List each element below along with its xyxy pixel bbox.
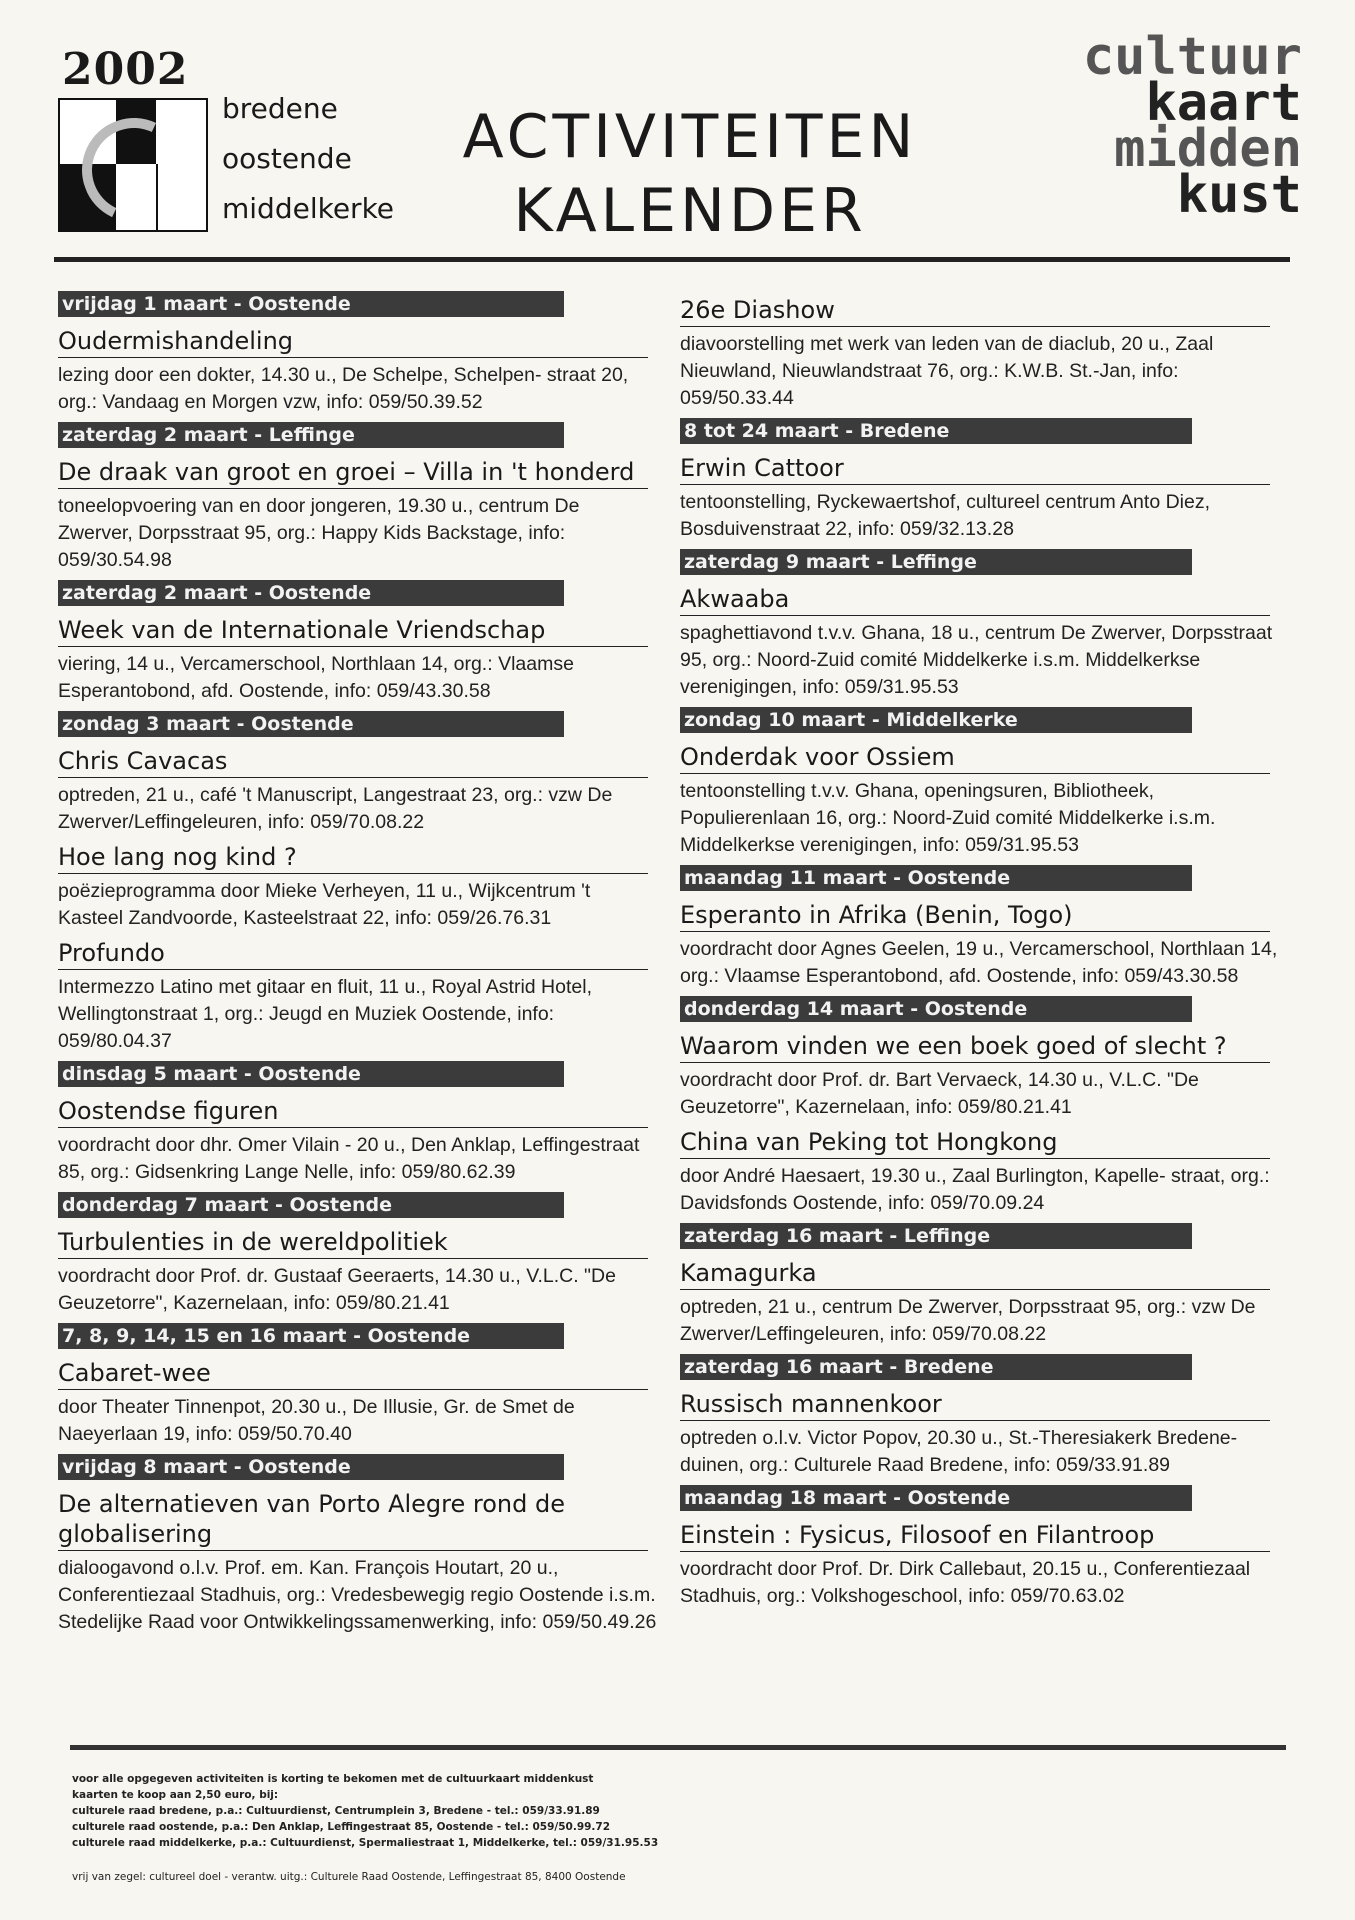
- event-description: voordracht door Prof. dr. Gustaaf Geeraerts, 14.30 u., V.L.C. "De Geuzetorre", Kazernelaan, info: 059/80.21.41: [58, 1265, 616, 1314]
- event-description: viering, 14 u., Vercamerschool, Northlaan 14, org.: Vlaamse Esperantobond, afd. Oostende, info: 059/43.30.58: [58, 653, 574, 702]
- footer-line: culturele raad oostende, p.a.: Den Anklap, Leffingestraat 85, Oostende - tel.: 059/50.99.72: [72, 1821, 611, 1833]
- event-entry: [680, 865, 1280, 990]
- event-entry: [58, 1192, 658, 1317]
- brand-word: cultuur: [1082, 27, 1302, 87]
- event-date-bar: vrijdag 1 maart - Oostende: [58, 291, 564, 317]
- event-title: Esperanto in Afrika (Benin, Togo): [680, 900, 1270, 932]
- event-entry: [680, 1127, 1280, 1217]
- event-title: Chris Cavacas: [58, 746, 648, 778]
- event-description: dialoogavond o.l.v. Prof. em. Kan. François Houtart, 20 u., Conferentiezaal Stadhuis, org.: Vredesbewegig regio Oostende i.s.m. Stedelijke Raad voor Ontwikkelingssamenwerking, info: 059/50.49.26: [58, 1557, 657, 1633]
- event-description: optreden, 21 u., centrum De Zwerver, Dorpsstraat 95, org.: vzw De Zwerver/Leffingeleuren, info: 059/70.08.22: [680, 1296, 1256, 1345]
- event-date-bar: maandag 18 maart - Oostende: [680, 1485, 1192, 1511]
- left-column: [58, 291, 658, 1642]
- event-description: voordracht door Prof. Dr. Dirk Callebaut, 20.15 u., Conferentiezaal Stadhuis, org.: Volkshogeschool, info: 059/70.63.02: [680, 1558, 1251, 1607]
- event-entry: [680, 1485, 1280, 1610]
- event-date-bar: 7, 8, 9, 14, 15 en 16 maart - Oostende: [58, 1323, 564, 1349]
- event-entry: [58, 580, 658, 705]
- footer-line: kaarten te koop aan 2,50 euro, bij:: [72, 1789, 279, 1801]
- event-title: Week van de Internationale Vriendschap: [58, 615, 648, 647]
- event-date-bar: donderdag 14 maart - Oostende: [680, 996, 1192, 1022]
- event-title: De draak van groot en groei – Villa in 't honderd: [58, 457, 648, 489]
- event-entry: [58, 842, 658, 932]
- page-title: [410, 100, 970, 248]
- event-date-bar: zaterdag 2 maart - Leffinge: [58, 422, 564, 448]
- event-description: Intermezzo Latino met gitaar en fluit, 11 u., Royal Astrid Hotel, Wellingtonstraat 1, org.: Jeugd en Muziek Oostende, info: 059/80.04.37: [58, 976, 592, 1052]
- event-entry: [680, 295, 1280, 412]
- event-date-bar: zaterdag 16 maart - Bredene: [680, 1354, 1192, 1380]
- footer-line: voor alle opgegeven activiteiten is korting te bekomen met de cultuurkaart middenkust: [72, 1773, 594, 1785]
- event-entry: [58, 711, 658, 836]
- event-entry: [680, 1354, 1280, 1479]
- footer-notes: [72, 1771, 658, 1851]
- brand-word: kust: [1176, 165, 1302, 225]
- event-title: Einstein : Fysicus, Filosoof en Filantroop: [680, 1520, 1270, 1552]
- event-description: spaghettiavond t.v.v. Ghana, 18 u., centrum De Zwerver, Dorpsstraat 95, org.: Noord-Zuid comité Middelkerke i.s.m. Middelkerkse verenigingen, info: 059/31.95.53: [680, 622, 1273, 698]
- event-title: Akwaaba: [680, 584, 1270, 616]
- event-title: De alternatieven van Porto Alegre rond de globalisering: [58, 1489, 648, 1551]
- colophon: vrij van zegel: cultureel doel - verantw. uitg.: Culturele Raad Oostende, Leffingestraat 85, 8400 Oostende: [72, 1871, 626, 1883]
- event-date-bar: zaterdag 16 maart - Leffinge: [680, 1223, 1192, 1249]
- year-label: 2002: [62, 44, 189, 95]
- event-description: door André Haesaert, 19.30 u., Zaal Burlington, Kapelle- straat, org.: Davidsfonds Oostende, info: 059/70.09.24: [680, 1165, 1270, 1214]
- event-date-bar: zaterdag 9 maart - Leffinge: [680, 549, 1192, 575]
- footer-line: culturele raad middelkerke, p.a.: Cultuurdienst, Spermaliestraat 1, Middelkerke, tel.: 059/31.95.53: [72, 1837, 659, 1849]
- brand-word: kaart: [1145, 73, 1302, 133]
- event-description: diavoorstelling met werk van leden van de diaclub, 20 u., Zaal Nieuwland, Nieuwlandstraat 76, org.: K.W.B. St.-Jan, info: 059/50.33.44: [680, 333, 1214, 409]
- event-date-bar: donderdag 7 maart - Oostende: [58, 1192, 564, 1218]
- event-description: door Theater Tinnenpot, 20.30 u., De Illusie, Gr. de Smet de Naeyerlaan 19, info: 059/50.70.40: [58, 1396, 575, 1445]
- event-title: Oudermishandeling: [58, 326, 648, 358]
- event-date-bar: zondag 10 maart - Middelkerke: [680, 707, 1192, 733]
- right-column: [680, 291, 1280, 1616]
- event-description: optreden o.l.v. Victor Popov, 20.30 u., St.-Theresiakerk Bredene-duinen, org.: Culturele Raad Bredene, info: 059/33.91.89: [680, 1427, 1238, 1476]
- title-line-1: ACTIVITEITEN: [462, 102, 918, 172]
- towns-list: [222, 84, 394, 234]
- event-description: tentoonstelling, Ryckewaertshof, cultureel centrum Anto Diez, Bosduivenstraat 22, info: 059/32.13.28: [680, 491, 1211, 540]
- event-entry: [680, 549, 1280, 701]
- footer-line: culturele raad bredene, p.a.: Cultuurdienst, Centrumplein 3, Bredene - tel.: 059/33.91.89: [72, 1805, 600, 1817]
- event-date-bar: zondag 3 maart - Oostende: [58, 711, 564, 737]
- event-title: Turbulenties in de wereldpolitiek: [58, 1227, 648, 1259]
- event-title: 26e Diashow: [680, 295, 1270, 327]
- event-entry: [58, 1061, 658, 1186]
- cultuurkaart-logo: [1036, 27, 1302, 225]
- event-title: Oostendse figuren: [58, 1096, 648, 1128]
- event-date-bar: zaterdag 2 maart - Oostende: [58, 580, 564, 606]
- event-entry: [58, 291, 658, 416]
- event-entry: [680, 707, 1280, 859]
- event-title: Cabaret-wee: [58, 1358, 648, 1390]
- event-description: tentoonstelling t.v.v. Ghana, openingsuren, Bibliotheek, Populierenlaan 16, org.: Noord-Zuid comité Middelkerke i.s.m. Middelkerkse verenigingen, info: 059/31.95.53: [680, 780, 1216, 856]
- event-description: voordracht door Agnes Geelen, 19 u., Vercamerschool, Northlaan 14, org.: Vlaamse Esperantobond, afd. Oostende, info: 059/43.30.58: [680, 938, 1278, 987]
- town-name: bredene: [222, 92, 338, 125]
- event-title: Erwin Cattoor: [680, 453, 1270, 485]
- event-date-bar: dinsdag 5 maart - Oostende: [58, 1061, 564, 1087]
- event-description: voordracht door Prof. dr. Bart Vervaeck, 14.30 u., V.L.C. "De Geuzetorre", Kazernelaan, info: 059/80.21.41: [680, 1069, 1199, 1118]
- event-entry: [58, 1323, 658, 1448]
- event-date-bar: maandag 11 maart - Oostende: [680, 865, 1192, 891]
- event-entry: [680, 996, 1280, 1121]
- event-date-bar: vrijdag 8 maart - Oostende: [58, 1454, 564, 1480]
- town-name: oostende: [222, 142, 352, 175]
- event-entry: [680, 1223, 1280, 1348]
- event-entry: [680, 418, 1280, 543]
- logo-icon: [58, 98, 208, 232]
- title-line-2: KALENDER: [513, 176, 867, 246]
- event-description: poëzieprogramma door Mieke Verheyen, 11 u., Wijkcentrum 't Kasteel Zandvoorde, Kasteelstraat 22, info: 059/26.76.31: [58, 880, 591, 929]
- event-title: Waarom vinden we een boek goed of slecht ?: [680, 1031, 1270, 1063]
- event-title: Kamagurka: [680, 1258, 1270, 1290]
- town-name: middelkerke: [222, 192, 395, 225]
- event-title: China van Peking tot Hongkong: [680, 1127, 1270, 1159]
- event-title: Profundo: [58, 938, 648, 970]
- event-entry: [58, 938, 658, 1055]
- event-title: Onderdak voor Ossiem: [680, 742, 1270, 774]
- footer-divider: [70, 1745, 1286, 1750]
- event-description: optreden, 21 u., café 't Manuscript, Langestraat 23, org.: vzw De Zwerver/Leffingeleuren, info: 059/70.08.22: [58, 784, 613, 833]
- event-description: toneelopvoering van en door jongeren, 19.30 u., centrum De Zwerver, Dorpsstraat 95, org.: Happy Kids Backstage, info: 059/30.54.98: [58, 495, 580, 571]
- event-title: Russisch mannenkoor: [680, 1389, 1270, 1421]
- event-description: voordracht door dhr. Omer Vilain - 20 u., Den Anklap, Leffingestraat 85, org.: Gidsenkring Lange Nelle, info: 059/80.62.39: [58, 1134, 640, 1183]
- event-date-bar: 8 tot 24 maart - Bredene: [680, 418, 1192, 444]
- event-entry: [58, 422, 658, 574]
- brand-word: midden: [1114, 119, 1302, 179]
- header-divider: [54, 257, 1290, 262]
- event-entry: [58, 1454, 658, 1636]
- event-description: lezing door een dokter, 14.30 u., De Schelpe, Schelpen- straat 20, org.: Vandaag en Morgen vzw, info: 059/50.39.52: [58, 364, 629, 413]
- event-title: Hoe lang nog kind ?: [58, 842, 648, 874]
